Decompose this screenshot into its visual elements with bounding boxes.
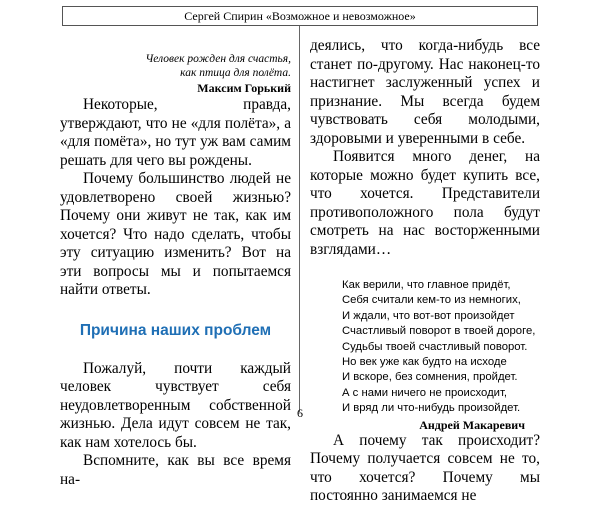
paragraph: Вспомните, как вы все время на- (60, 452, 291, 488)
paragraph: Появится много денег, на которые можно будет купить все, что хочется. Представители противоположного пола будут смотреть на нас восторженными взглядами… (310, 148, 540, 258)
right-column (310, 37, 540, 506)
poem-author: Андрей Макаревич (419, 417, 525, 432)
poem-line: И ждали, что вот-вот произойдет (342, 309, 515, 322)
epigraph (60, 52, 291, 80)
paragraph: Некоторые, правда, утверждают, что не «для полёта», а «для помёта», но тут уж вам самим решать для чего вы рождены. (60, 96, 291, 169)
poem-line: Счастливый поворот в твоей дороге, (342, 325, 536, 338)
running-header: Сергей Спирин «Возможное и невозможное» (62, 6, 538, 26)
poem-line: Судьбы твоей счастливый поворот. (342, 340, 528, 353)
epigraph-line: как птица для полёта. (180, 67, 291, 79)
paragraph: А почему так происходит? Почему получается совсем не то, что хочется? Почему мы постоянно занимаемся не (310, 431, 540, 505)
paragraph-continuation: деялись, что когда-нибудь все станет по-другому. Нас наконец-то настигнет заслуженный успех и признание. Мы всегда будем чувствовать себя молодыми, здоровыми и уверенными в себе. (310, 37, 540, 147)
page-number: 6 (297, 406, 303, 420)
paragraph: Почему большинство людей не удовлетворено своей жизнью? Почему они живут не так, как им хочется? Что надо сделать, чтобы эту ситуацию изменить? Вот на эти вопросы мы и попытаемся найти ответы. (60, 170, 291, 298)
poem (342, 278, 540, 417)
epigraph-author: Максим Горький (197, 81, 291, 95)
column-divider (299, 26, 300, 412)
poem-line: А с нами ничего не происходит, (342, 386, 508, 399)
poem-line: И вряд ли что-нибудь произойдет. (342, 402, 521, 415)
section-title: Причина наших проблем (79, 321, 272, 339)
paragraph: Пожалуй, почти каждый человек чувствует себя неудовлетворенным собственной жизнью. Дела идут совсем не так, как нам хотелось бы. (60, 359, 291, 451)
poem-line: И вскоре, без сомнения, пройдет. (342, 371, 518, 384)
poem-line: Как верили, что главное придёт, (342, 279, 511, 291)
epigraph-line: Человек рожден для счастья, (145, 53, 291, 65)
poem-line: Себя считали кем-то из немногих, (342, 294, 521, 307)
left-column (60, 52, 291, 489)
poem-line: Но век уже как будто на исходе (342, 356, 507, 369)
